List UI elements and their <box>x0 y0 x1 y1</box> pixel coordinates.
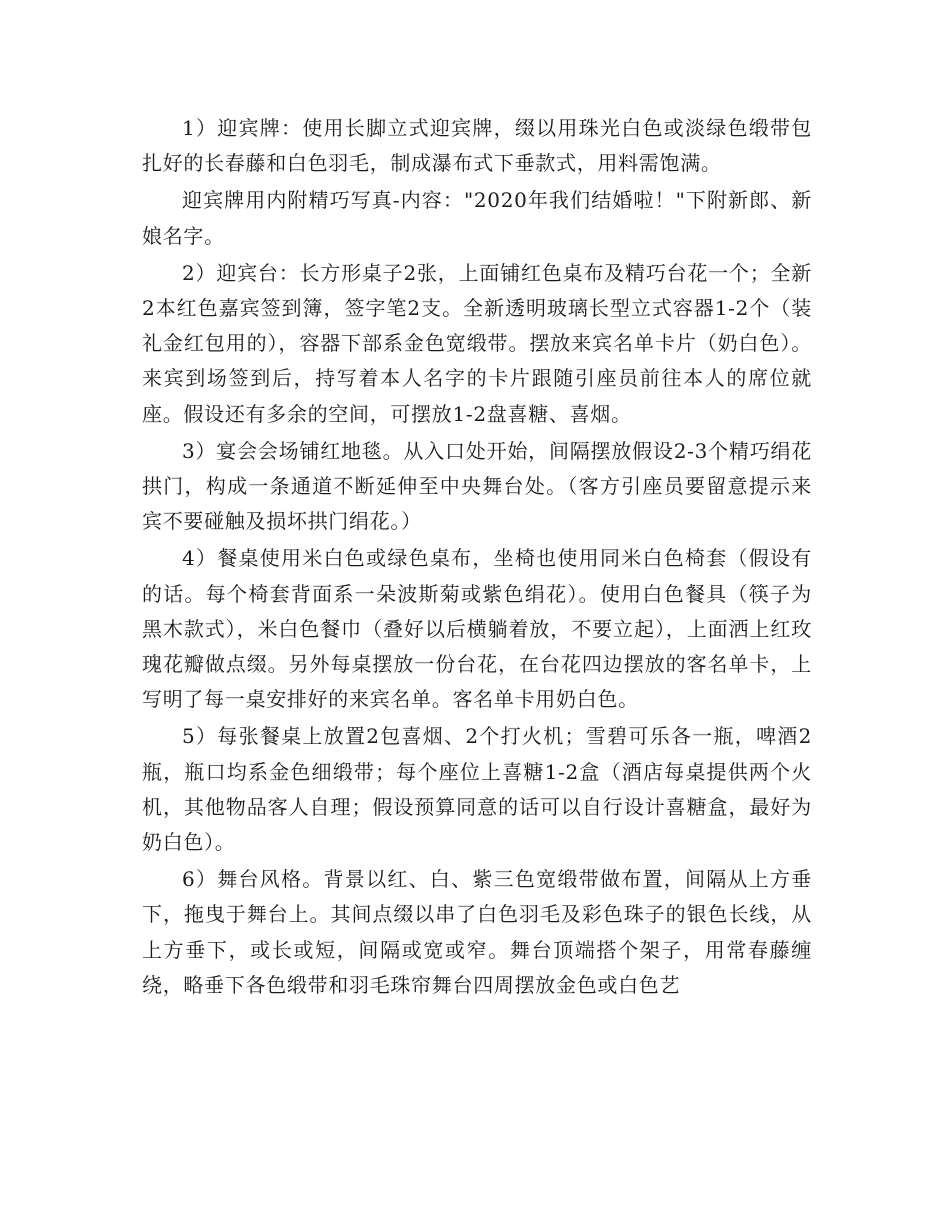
paragraph-dining-tables: 4）餐桌使用米白色或绿色桌布，坐椅也使用同米白色椅套（假设有的话。每个椅套背面系一朵波斯菊或紫色绢花）。使用白色餐具（筷子为黑木款式），米白色餐巾（叠好以后横躺着放，不要立起），上面洒上红玫瑰花瓣做点缀。另外每桌摆放一份台花，在台花四边摆放的客名单卡，上写明了每一桌安排好的来宾名单。客名单卡用奶白色。 <box>142 546 812 712</box>
paragraph-venue-carpet: 3）宴会会场铺红地毯。从入口处开始，间隔摆放假设2-3个精巧绢花拱门，构成一条通道不断延伸至中央舞台处。（客方引座员要留意提示来宾不要碰触及损坏拱门绢花。） <box>142 438 812 534</box>
paragraph-reception-table: 2）迎宾台：长方形桌子2张，上面铺红色桌布及精巧台花一个；全新2本红色嘉宾签到簿，签字笔2支。全新透明玻璃长型立式容器1-2个（装礼金红包用的），容器下部系金色宽缎带。摆放来宾名单卡片（奶白色）。来宾到场签到后，持写着本人名字的卡片跟随引座员前往本人的席位就座。假设还有多余的空间，可摆放1-2盘喜糖、喜烟。 <box>142 260 812 426</box>
paragraph-welcome-sign: 1）迎宾牌：使用长脚立式迎宾牌，缀以用珠光白色或淡绿色缎带包扎好的长春藤和白色羽毛，制成瀑布式下垂款式，用料需饱满。 <box>142 116 812 176</box>
paragraph-stage-style: 6）舞台风格。背景以红、白、紫三色宽缎带做布置，间隔从上方垂下，拖曳于舞台上。其间点缀以串了白色羽毛及彩色珠子的银色长线，从上方垂下，或长或短，间隔或宽或窄。舞台顶端搭个架子，用常春藤缠绕，略垂下各色缎带和羽毛珠帘舞台四周摆放金色或白色艺 <box>142 867 812 997</box>
paragraph-welcome-sign-content: 迎宾牌用内附精巧写真-内容："2020年我们结婚啦！"下附新郎、新娘名字。 <box>142 188 812 248</box>
paragraph-table-items: 5）每张餐桌上放置2包喜烟、2个打火机；雪碧可乐各一瓶，啤酒2瓶，瓶口均系金色细缎带；每个座位上喜糖1-2盒（酒店每桌提供两个火机，其他物品客人自理；假设预算同意的话可以自行设计喜糖盒，最好为奶白色）。 <box>142 724 812 855</box>
